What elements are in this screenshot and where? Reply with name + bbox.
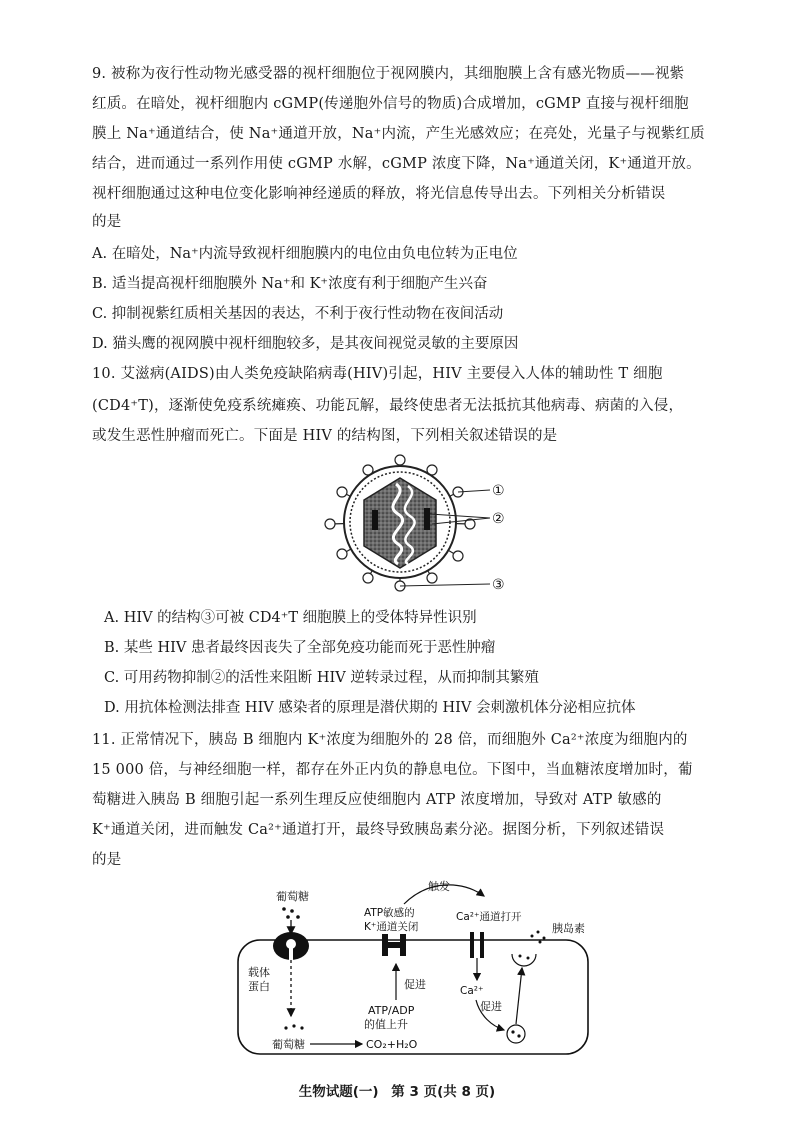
q11-line: 11. 正常情况下，胰岛 B 细胞内 K⁺浓度为细胞外的 28 倍，而细胞外 Ca²⁺浓度为细胞内的 [92, 732, 688, 748]
q11-line: 萄糖进入胰岛 B 细胞引起一系列生理反应使细胞内 ATP 浓度增加，导致对 ATP 敏感的 [92, 792, 662, 808]
q9-line: 9. 被称为夜行性动物光感受器的视杆细胞位于视网膜内，其细胞膜上含有感光物质——视紫 [92, 66, 685, 82]
reverse-transcriptase [424, 508, 430, 530]
q9-line: 红质。在暗处，视杆细胞内 cGMP(传递胞外信号的物质)合成增加，cGMP 直接与视杆细胞 [92, 96, 689, 112]
q11-line: 的是 [92, 852, 122, 868]
q9-option-a: A. 在暗处，Na⁺内流导致视杆细胞膜内的电位由负电位转为正电位 [92, 246, 518, 262]
page-footer [0, 1080, 794, 1100]
ca-channel [470, 932, 484, 958]
glucose-inner-dots [284, 1024, 303, 1029]
q9-line: 视杆细胞通过这种电位变化影响神经递质的释放，将光信息传导出去。下列相关分析错误 [92, 186, 666, 202]
q10-option-d: D. 用抗体检测法排查 HIV 感染者的原理是潜伏期的 HIV 会刺激机体分泌相应抗体 [104, 700, 636, 716]
label-2: ② [492, 511, 505, 527]
reverse-transcriptase [372, 510, 378, 530]
carrier-label-1: 载体 [248, 966, 270, 979]
q10-line: 10. 艾滋病(AIDS)由人类免疫缺陷病毒(HIV)引起，HIV 主要侵入人体的辅助性 T 细胞 [92, 366, 663, 382]
label-3: ③ [492, 577, 505, 593]
insulin-vesicle [507, 1025, 525, 1043]
q9-option-d: D. 猫头鹰的视网膜中视杆细胞较多，是其夜间视觉灵敏的主要原因 [92, 336, 519, 352]
hiv-structure-figure [318, 452, 528, 596]
q10-option-a: A. HIV 的结构③可被 CD4⁺T 细胞膜上的受体特异性识别 [104, 610, 477, 626]
q9-line: 膜上 Na⁺通道结合，使 Na⁺通道开放，Na⁺内流，产生光感效应；在亮处，光量子与视紫红质 [92, 126, 705, 142]
atp-adp-label-2: 的值上升 [364, 1018, 408, 1031]
q11-line: 15 000 倍，与神经细胞一样，都存在外正内负的静息电位。下图中，当血糖浓度增加时，葡 [92, 762, 693, 778]
k-channel [382, 934, 406, 956]
footer-subject: 生物试题(一) [298, 1084, 379, 1100]
exocytosis-vesicle [512, 954, 536, 966]
glucose-inner-label: 葡萄糖 [272, 1038, 305, 1051]
footer-page-number: 第 3 页(共 8 页) [391, 1084, 496, 1100]
q9-line: 结合，进而通过一系列作用使 cGMP 水解，cGMP 浓度下降，Na⁺通道关闭，K⁺通道开放。 [92, 156, 701, 172]
glucose-outside-label: 葡萄糖 [276, 890, 309, 903]
ca-channel-label: Ca²⁺通道打开 [456, 911, 522, 923]
q9-option-b: B. 适当提高视杆细胞膜外 Na⁺和 K⁺浓度有利于细胞产生兴奋 [92, 276, 488, 292]
q10-option-c: C. 可用药物抑制②的活性来阻断 HIV 逆转录过程，从而抑制其繁殖 [104, 670, 539, 686]
insulin-label: 胰岛素 [552, 922, 585, 935]
promote-label-1: 促进 [404, 978, 426, 991]
label-1: ① [492, 483, 505, 499]
carrier-label-2: 蛋白 [248, 980, 270, 993]
ca-ion-label: Ca²⁺ [460, 985, 484, 997]
promote-label-2: 促进 [480, 1000, 502, 1013]
q10-line: 或发生恶性肿瘤而死亡。下面是 HIV 的结构图，下列相关叙述错误的是 [92, 428, 558, 444]
trigger-label: 触发 [428, 880, 450, 893]
atp-adp-label-1: ATP/ADP [368, 1004, 415, 1017]
co2-h2o-label: CO₂+H₂O [366, 1038, 418, 1051]
q10-option-b: B. 某些 HIV 患者最终因丧失了全部免疫功能而死于恶性肿瘤 [104, 640, 496, 656]
k-channel-label-2: K⁺通道关闭 [364, 921, 419, 933]
q9-option-c: C. 抑制视紫红质相关基因的表达，不利于夜行性动物在夜间活动 [92, 306, 504, 322]
insulin-dots [519, 931, 546, 960]
glucose-dots [282, 907, 300, 919]
q10-line: (CD4⁺T)，逐渐使免疫系统瘫痪、功能瓦解，最终使患者无法抵抗其他病毒、病菌的入侵， [92, 398, 684, 414]
islet-b-cell-diagram [228, 876, 628, 1062]
q11-line: K⁺通道关闭，进而触发 Ca²⁺通道打开，最终导致胰岛素分泌。据图分析，下列叙述错误 [92, 822, 665, 838]
q9-line: 的是 [92, 214, 122, 230]
k-channel-label-1: ATP敏感的 [364, 907, 415, 919]
